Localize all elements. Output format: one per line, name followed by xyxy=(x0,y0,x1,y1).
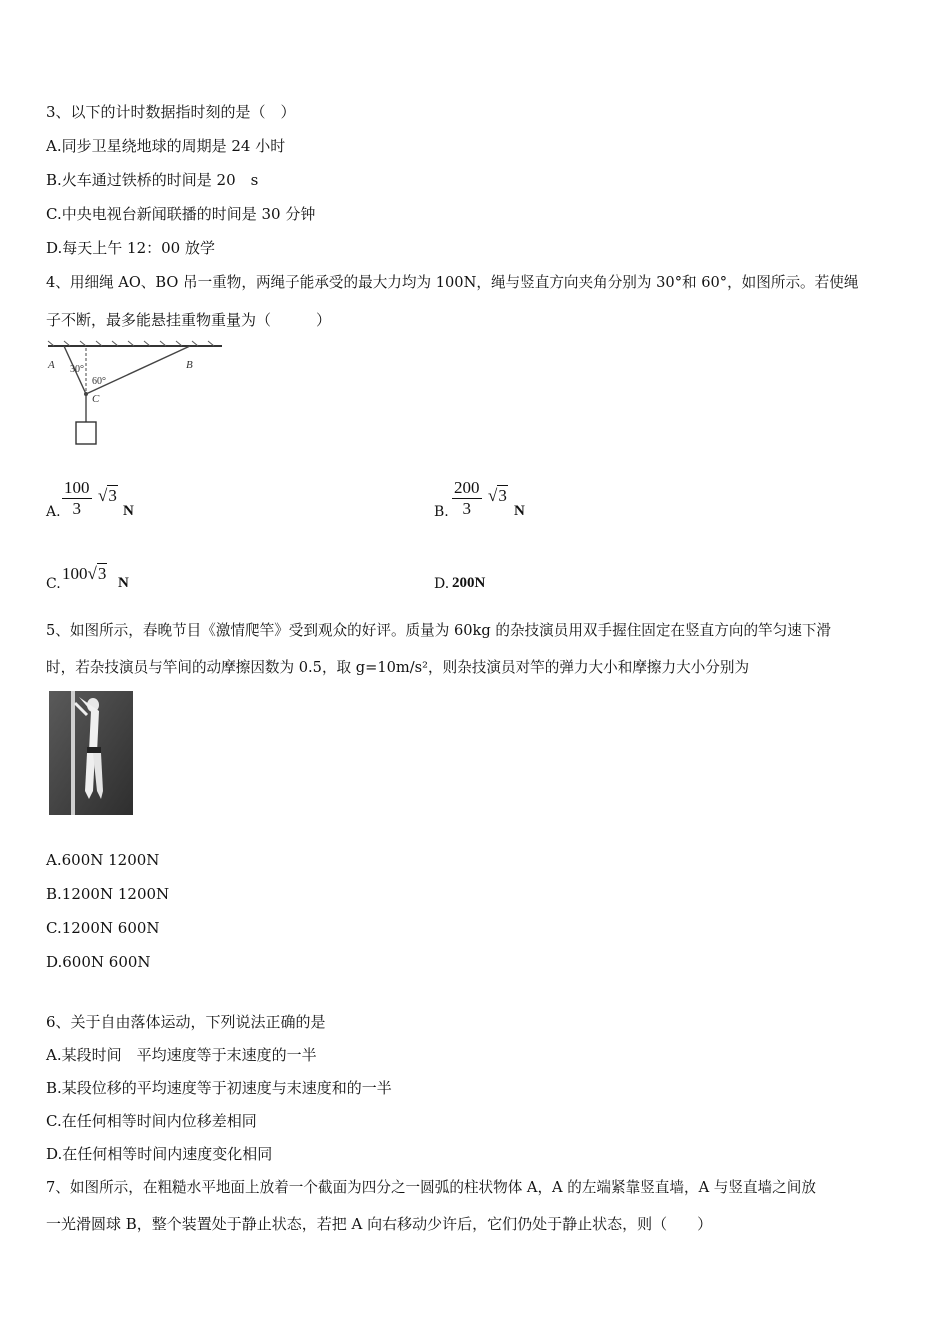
q6-option-a: A.某段时间 平均速度等于末速度的一半 xyxy=(46,1046,317,1064)
q4-figure-angle-30: 30° xyxy=(70,364,84,375)
q4-figure-label-a: A xyxy=(48,359,55,371)
q4-figure-label-b: B xyxy=(186,359,193,371)
q4-option-a-sqrt: √3 xyxy=(98,486,117,505)
q5-option-b: B.1200N 1200N xyxy=(46,885,170,903)
q4-option-a-denominator: 3 xyxy=(72,499,81,518)
q6-option-b: B.某段位移的平均速度等于初速度与末速度和的一半 xyxy=(46,1079,392,1097)
q4-option-a-fraction xyxy=(62,478,92,519)
q5-stem-line1: 5、如图所示，春晚节目《激情爬竿》受到观众的好评。质量为 60kg 的杂技演员用双手握住固定在竖直方向的竿匀速下滑 xyxy=(46,622,832,639)
q4-option-d-label: D. xyxy=(434,576,450,592)
q4-figure-angle-60: 60° xyxy=(92,376,106,387)
q5-option-a: A.600N 1200N xyxy=(46,851,160,869)
q6-stem: 6、关于自由落体运动，下列说法正确的是 xyxy=(46,1013,326,1031)
q4-stem-line1: 4、用细绳 AO、BO 吊一重物，两绳子能承受的最大力均为 100N，绳与竖直方向夹角分别为 30°和 60°，如图所示。若使绳 xyxy=(46,274,859,291)
q4-option-b-label: B. xyxy=(434,504,449,520)
q4-option-c-expression: 100√3 xyxy=(62,564,107,583)
q4-rope-figure xyxy=(44,338,230,450)
q5-acrobat-photo xyxy=(49,691,133,815)
q4-option-c-unit: N xyxy=(118,575,129,591)
q4-option-c-radicand: 3 xyxy=(97,564,107,583)
q5-option-d: D.600N 600N xyxy=(46,953,151,971)
q4-option-c-label: C. xyxy=(46,576,61,592)
q4-option-d-value: 200N xyxy=(452,575,486,591)
q6-option-d: D.在任何相等时间内速度变化相同 xyxy=(46,1145,273,1163)
q4-option-b-radicand: 3 xyxy=(498,486,507,505)
q4-option-a-numerator: 100 xyxy=(64,478,90,497)
q6-option-c: C.在任何相等时间内位移差相同 xyxy=(46,1112,257,1130)
q4-stem-line2: 子不断，最多能悬挂重物重量为（ ） xyxy=(46,311,332,329)
q4-option-b-sqrt: √3 xyxy=(488,486,507,505)
q3-option-a: A.同步卫星绕地球的周期是 24 小时 xyxy=(46,137,286,155)
q4-option-b-numerator: 200 xyxy=(454,478,480,497)
q4-figure-label-c: C xyxy=(92,393,100,405)
q7-stem-line2: 一光滑圆球 B，整个装置处于静止状态，若把 A 向右移动少许后，它们仍处于静止状态，则（ ） xyxy=(46,1215,713,1233)
q3-option-c: C.中央电视台新闻联播的时间是 30 分钟 xyxy=(46,205,316,223)
q4-option-a-unit: N xyxy=(123,503,134,519)
q3-stem: 3、以下的计时数据指时刻的是（ ） xyxy=(46,103,296,121)
q5-stem-line2: 时，若杂技演员与竿间的动摩擦因数为 0.5，取 g=10m/s²，则杂技演员对竿的弹力大小和摩擦力大小分别为 xyxy=(46,659,750,676)
q7-stem-line1: 7、如图所示，在粗糙水平地面上放着一个截面为四分之一圆弧的柱状物体 A，A 的左端紧靠竖直墙，A 与竖直墙之间放 xyxy=(46,1179,816,1196)
q4-option-b-fraction xyxy=(452,478,482,519)
q4-option-b-denominator: 3 xyxy=(462,499,471,518)
q3-option-b: B.火车通过铁桥的时间是 20 s xyxy=(46,171,259,189)
q3-option-d: D.每天上午 12：00 放学 xyxy=(46,239,215,257)
q4-option-a-label: A. xyxy=(46,504,61,520)
q4-option-c-coefficient: 100 xyxy=(62,564,88,583)
q4-option-a-radicand: 3 xyxy=(108,486,117,505)
q4-option-b-unit: N xyxy=(514,503,525,519)
q5-option-c: C.1200N 600N xyxy=(46,919,160,937)
